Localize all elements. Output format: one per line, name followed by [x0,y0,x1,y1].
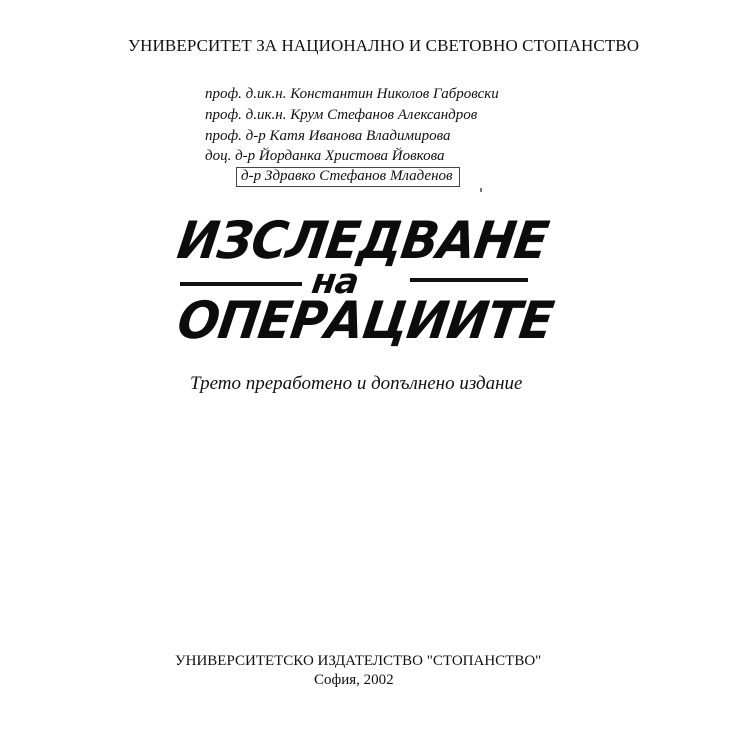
author-1: проф. д.ик.н. Константин Николов Габровски [205,86,499,102]
edition-note: Трето преработено и допълнено издание [190,373,523,394]
title-line-2: на [309,262,361,302]
publication-place-year: София, 2002 [314,672,394,688]
title-line-3: ОПЕРАЦИИТЕ [173,290,557,351]
title-line-1: ИЗСЛЕДВАНЕ [173,210,552,271]
university-name: УНИВЕРСИТЕТ ЗА НАЦИОНАЛНО И СВЕТОВНО СТОПАНСТВО [128,36,640,55]
publisher-name: УНИВЕРСИТЕТСКО ИЗДАТЕЛСТВО "СТОПАНСТВО" [175,653,542,669]
title-rule-left [180,282,302,286]
title-rule-right [410,278,528,282]
book-title [0,210,750,355]
author-5: д-р Здравко Стефанов Младенов [236,167,460,187]
scan-artifact [480,188,482,192]
author-2: проф. д.ик.н. Крум Стефанов Александров [205,107,478,123]
author-3: проф. д-р Катя Иванова Владимирова [205,128,451,144]
author-4: доц. д-р Йорданка Христова Йовкова [205,148,445,164]
